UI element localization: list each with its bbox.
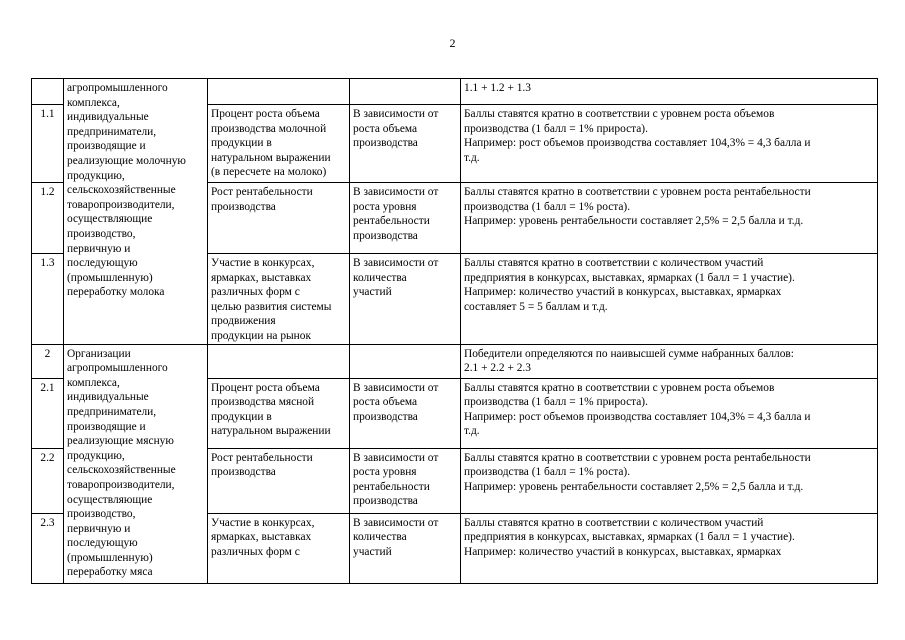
scoring-cell: [461, 378, 878, 448]
indicator-line: целью развития системы: [211, 300, 332, 313]
indicator-line: (в пересчете на молоко): [211, 166, 327, 179]
organization-line: (промышленную): [67, 551, 153, 564]
condition-cell: [350, 254, 461, 345]
organization-line: первичную и: [67, 522, 131, 535]
scoring-line: Баллы ставятся кратно в соответствии с количеством участий: [464, 516, 764, 529]
criteria-table: [31, 78, 878, 584]
indicator-line: различных форм с: [211, 545, 300, 558]
organization-line: производящие и: [67, 140, 146, 153]
condition-line: В зависимости от: [353, 451, 439, 464]
scoring-line: производства (1 балл = 1% роста).: [464, 466, 631, 479]
organization-line: производящие и: [67, 420, 146, 433]
scoring-line: предприятия в конкурсах, выставках, ярмарках (1 балл = 1 участие).: [464, 271, 795, 284]
organization-line: (промышленную): [67, 271, 153, 284]
page-number: 2: [449, 36, 456, 50]
scoring-line: составляет 5 = 5 баллам и т.д.: [464, 300, 608, 313]
indicator-line: натуральном выражении: [211, 425, 331, 438]
condition-line: роста объема: [353, 396, 418, 409]
indicator-line: производства: [211, 466, 276, 479]
condition-line: В зависимости от: [353, 186, 439, 198]
criterion-number: 1.2: [32, 183, 64, 254]
indicator-line: продукции на рынок: [211, 329, 311, 342]
organization-line: переработку мяса: [67, 566, 153, 579]
indicator-line: Рост рентабельности: [211, 186, 313, 198]
condition-line: производства: [353, 229, 418, 242]
scoring-line: Например: рост объемов производства составляет 104,3% = 4,3 балла и: [464, 137, 811, 150]
condition-line: В зависимости от: [353, 516, 439, 529]
indicator-cell: [208, 448, 350, 513]
condition-line: участий: [353, 545, 392, 558]
organization-line: товаропроизводители,: [67, 478, 175, 491]
scoring-line: т.д.: [464, 151, 480, 164]
scoring-cell: [461, 254, 878, 345]
scoring-cell: [461, 183, 878, 254]
indicator-line: Рост рентабельности: [211, 451, 313, 464]
organization-line: реализующие молочную: [67, 154, 186, 167]
indicator-line: продукции в: [211, 137, 272, 150]
organization-cell: [64, 79, 208, 345]
organization-line: производство,: [67, 508, 136, 521]
scoring-line: Баллы ставятся кратно в соответствии с уровнем роста рентабельности: [464, 186, 811, 198]
indicator-line: ярмарках, выставках: [211, 531, 312, 544]
indicator-line: различных форм с: [211, 286, 300, 299]
organization-line: комплекса,: [67, 376, 120, 389]
organization-line: комплекса,: [67, 96, 120, 109]
criterion-number: 1.3: [32, 254, 64, 345]
scoring-cell: [461, 513, 878, 583]
condition-line: роста объема: [353, 122, 418, 135]
section-number: [32, 79, 64, 105]
condition-cell: [350, 183, 461, 254]
organization-line: продукцию,: [67, 169, 125, 182]
scoring-line: производства (1 балл = 1% роста).: [464, 200, 631, 213]
organization-line: производство,: [67, 227, 136, 240]
scoring-line: Баллы ставятся кратно в соответствии с количеством участий: [464, 257, 764, 269]
condition-line: производства: [353, 495, 418, 508]
scoring-cell: [461, 105, 878, 183]
condition-line: количества: [353, 271, 407, 284]
indicator-line: производства молочной: [211, 122, 327, 135]
condition-cell: [350, 513, 461, 583]
section-header-row: [32, 79, 878, 105]
indicator-line: натуральном выражении: [211, 151, 331, 164]
empty-condition-cell: [350, 79, 461, 105]
condition-line: роста уровня: [353, 200, 417, 213]
criterion-number: 2.2: [32, 448, 64, 513]
formula-line: Победители определяются по наивысшей сумме набранных баллов:: [464, 347, 794, 360]
indicator-line: производства: [211, 200, 276, 213]
organization-line: осуществляющие: [67, 213, 153, 226]
scoring-line: Например: рост объемов производства составляет 104,3% = 4,3 балла и: [464, 410, 811, 423]
empty-indicator-cell: [208, 344, 350, 378]
scoring-line: т.д.: [464, 425, 480, 438]
scoring-line: Например: уровень рентабельности составляет 2,5% = 2,5 балла и т.д.: [464, 215, 804, 228]
condition-line: количества: [353, 531, 407, 544]
organization-line: предприниматели,: [67, 405, 157, 418]
organization-line: индивидуальные: [67, 391, 149, 404]
condition-line: В зависимости от: [353, 381, 439, 394]
indicator-cell: [208, 105, 350, 183]
section-number: 2: [32, 344, 64, 378]
organization-line: агропромышленного: [67, 362, 168, 375]
scoring-line: предприятия в конкурсах, выставках, ярмарках (1 балл = 1 участие).: [464, 531, 795, 544]
scoring-line: Например: количество участий в конкурсах, выставках, ярмарках: [464, 286, 782, 299]
indicator-cell: [208, 254, 350, 345]
condition-line: участий: [353, 286, 392, 299]
indicator-line: продукции в: [211, 410, 272, 423]
scoring-line: Например: количество участий в конкурсах, выставках, ярмарках: [464, 545, 782, 558]
condition-line: производства: [353, 410, 418, 423]
condition-cell: [350, 448, 461, 513]
indicator-line: продвижения: [211, 315, 276, 328]
organization-line: товаропроизводители,: [67, 198, 175, 211]
condition-line: рентабельности: [353, 480, 430, 493]
empty-condition-cell: [350, 344, 461, 378]
organization-line: переработку молока: [67, 286, 165, 299]
indicator-line: производства мясной: [211, 396, 315, 409]
condition-cell: [350, 378, 461, 448]
scoring-cell: [461, 448, 878, 513]
condition-line: рентабельности: [353, 215, 430, 228]
indicator-line: Процент роста объема: [211, 108, 320, 120]
criterion-number: 1.1: [32, 105, 64, 183]
scoring-line: Например: уровень рентабельности составляет 2,5% = 2,5 балла и т.д.: [464, 480, 804, 493]
formula-line: 1.1 + 1.2 + 1.3: [464, 82, 531, 94]
indicator-cell: [208, 513, 350, 583]
organization-line: сельскохозяйственные: [67, 184, 176, 197]
scoring-line: Баллы ставятся кратно в соответствии с уровнем роста объемов: [464, 108, 775, 120]
scoring-line: Баллы ставятся кратно в соответствии с уровнем роста объемов: [464, 381, 775, 394]
organization-line: Организации: [67, 347, 131, 360]
organization-line: осуществляющие: [67, 493, 153, 506]
organization-line: первичную и: [67, 242, 131, 255]
scoring-line: производства (1 балл = 1% прироста).: [464, 122, 648, 135]
indicator-line: Участие в конкурсах,: [211, 516, 315, 529]
condition-line: роста уровня: [353, 466, 417, 479]
condition-line: В зависимости от: [353, 108, 439, 120]
organization-line: продукцию,: [67, 449, 125, 462]
empty-indicator-cell: [208, 79, 350, 105]
section-formula-cell: [461, 344, 878, 378]
formula-line: 2.1 + 2.2 + 2.3: [464, 362, 531, 375]
indicator-line: Участие в конкурсах,: [211, 257, 315, 269]
section-header-row: [32, 344, 878, 378]
criterion-number: 2.1: [32, 378, 64, 448]
indicator-cell: [208, 183, 350, 254]
organization-cell: [64, 344, 208, 583]
organization-line: последующую: [67, 257, 138, 270]
indicator-line: ярмарках, выставках: [211, 271, 312, 284]
criterion-number: 2.3: [32, 513, 64, 583]
organization-line: индивидуальные: [67, 111, 149, 124]
scoring-line: производства (1 балл = 1% прироста).: [464, 396, 648, 409]
indicator-cell: [208, 378, 350, 448]
organization-line: реализующие мясную: [67, 435, 174, 448]
organization-line: агропромышленного: [67, 82, 168, 94]
condition-cell: [350, 105, 461, 183]
section-formula-cell: [461, 79, 878, 105]
scoring-line: Баллы ставятся кратно в соответствии с уровнем роста рентабельности: [464, 451, 811, 464]
condition-line: В зависимости от: [353, 257, 439, 269]
organization-line: последующую: [67, 537, 138, 550]
organization-line: предприниматели,: [67, 125, 157, 138]
indicator-line: Процент роста объема: [211, 381, 320, 394]
condition-line: производства: [353, 137, 418, 150]
organization-line: сельскохозяйственные: [67, 464, 176, 477]
